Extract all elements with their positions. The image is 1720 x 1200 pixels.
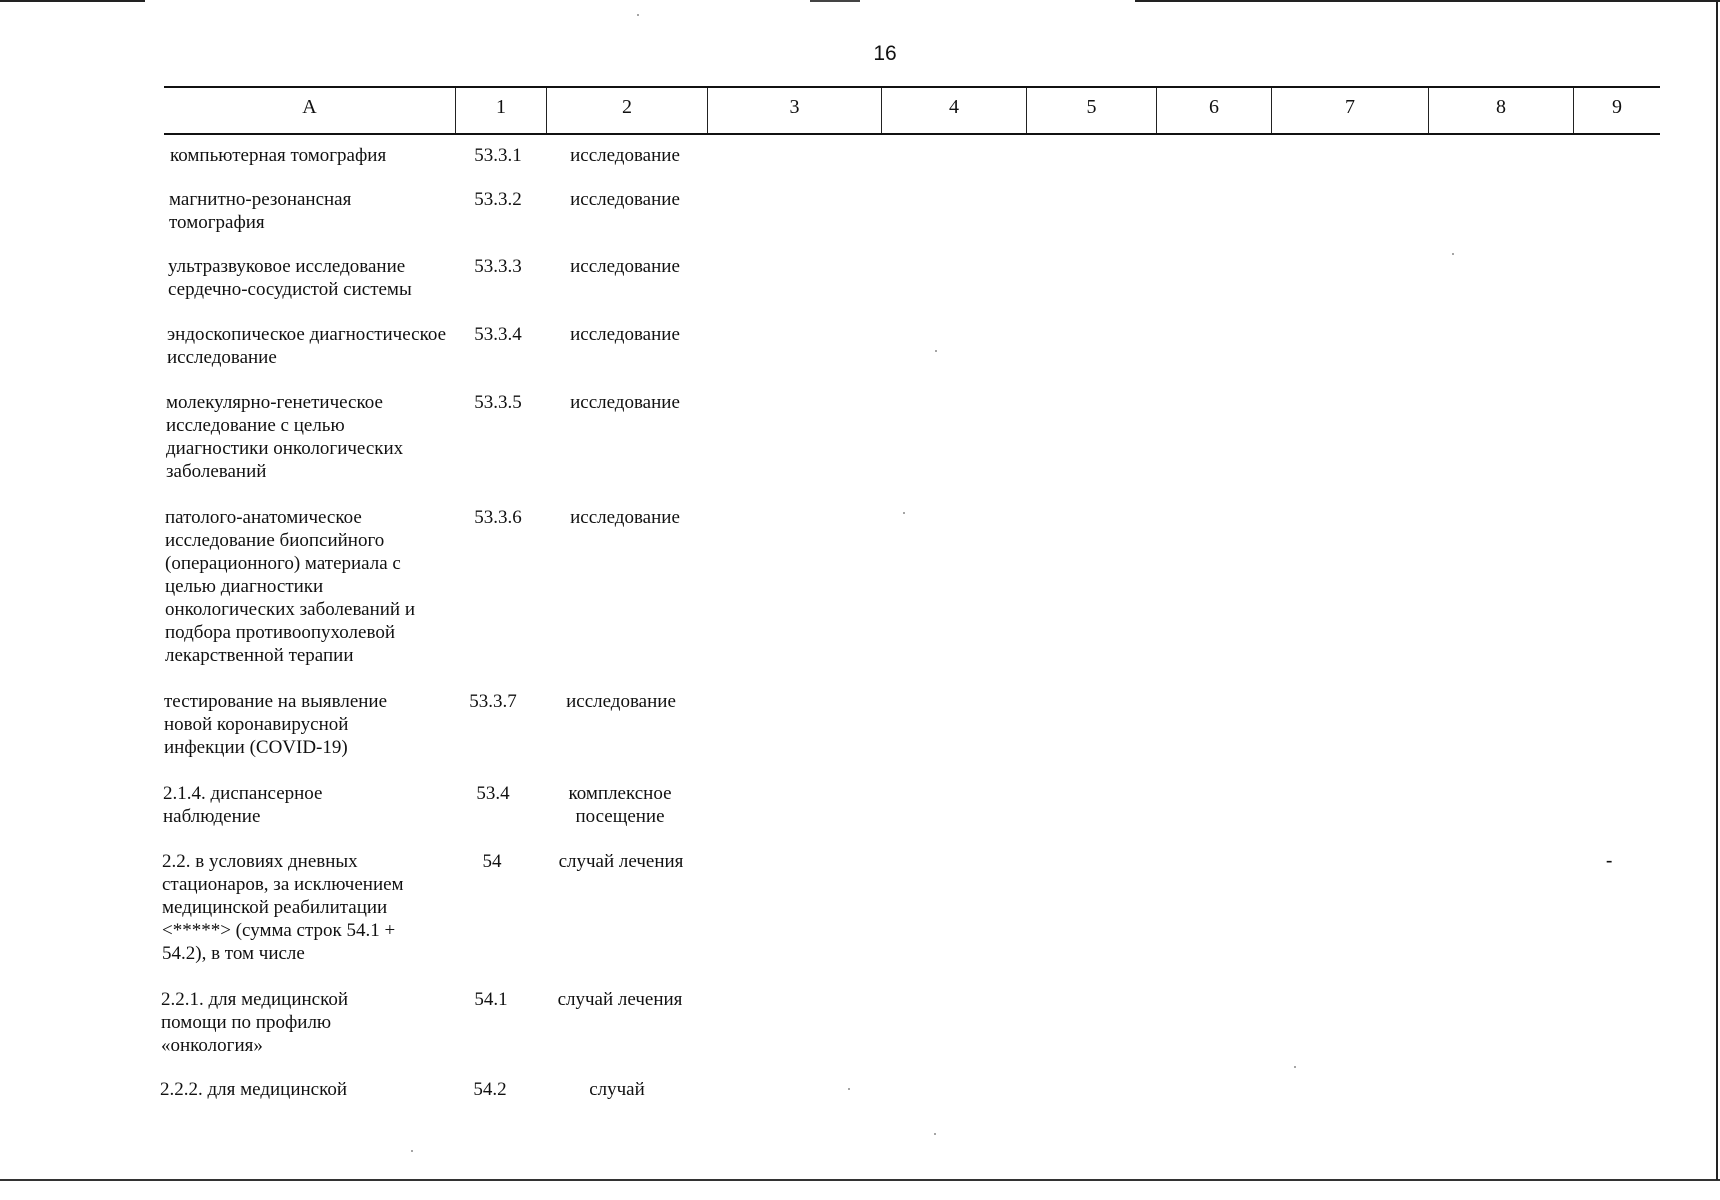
row-col9-value: - (1606, 850, 1613, 871)
header-col-2: 2 (622, 96, 632, 118)
row-name: компьютерная томография (170, 145, 387, 166)
scan-speck (848, 1088, 850, 1090)
row-code: 53.3.4 (474, 324, 522, 345)
row-code: 53.3.1 (474, 145, 522, 166)
scan-edge-top-mid (810, 0, 860, 2)
row-unit: исследование (570, 324, 680, 345)
row-name: тестирование на выявление новой коронавирусной инфекции (COVID-19) (164, 691, 388, 758)
row-name: ультразвуковое исследование сердечно-сосудистой системы (168, 256, 412, 300)
row-name: 2.2. в условиях дневных стационаров, за исключением медицинской реабилитации <*****> (сумма строк 54.1 + 54.2), в том числе (162, 851, 404, 964)
row-unit: исследование (570, 189, 680, 210)
header-col-9: 9 (1612, 96, 1622, 118)
row-code: 54 (482, 851, 502, 872)
row-code: 53.3.6 (474, 507, 522, 528)
scan-speck (1294, 1066, 1296, 1068)
header-col-8: 8 (1496, 96, 1506, 118)
row-unit: случай лечения (558, 851, 684, 872)
row-name: 2.2.1. для медицинской помощи по профилю «онкология» (161, 989, 349, 1056)
scan-edge-top-right (1135, 0, 1720, 2)
scan-edge-right (1716, 0, 1718, 1180)
row-code: 53.3.5 (474, 392, 522, 413)
scan-edge-top-left (0, 0, 145, 2)
row-name: 2.1.4. диспансерное наблюдение (163, 783, 323, 827)
row-code: 53.3.2 (474, 189, 522, 210)
header-border-top (164, 86, 1660, 88)
row-code: 54.1 (474, 989, 508, 1010)
scan-speck (411, 1150, 413, 1152)
scan-edge-bottom (0, 1179, 1720, 1181)
row-code: 53.4 (476, 783, 510, 804)
row-name: молекулярно-генетическое исследование с целью диагностики онкологических заболеваний (166, 392, 404, 482)
row-name: патолого-анатомическое исследование биопсийного (операционного) материала с целью диагностики онкологических заболеваний и подбора противоопухолевой лекарственной терапии (165, 507, 416, 666)
header-col-4: 4 (949, 96, 959, 118)
scan-speck (934, 1133, 936, 1135)
row-unit: случай лечения (557, 989, 683, 1010)
row-unit: исследование (570, 507, 680, 528)
row-name: магнитно-резонансная томография (169, 189, 352, 233)
row-unit: комплексное посещение (568, 783, 672, 827)
row-unit: случай (589, 1079, 645, 1100)
row-unit: исследование (570, 145, 680, 166)
header-col-3: 3 (789, 96, 800, 118)
scan-speck (637, 14, 639, 16)
header-col-6: 6 (1209, 96, 1219, 118)
row-unit: исследование (570, 392, 680, 413)
row-name: 2.2.2. для медицинской (160, 1079, 348, 1100)
header-col-a: А (302, 96, 317, 118)
header-border-bottom (164, 133, 1660, 135)
row-unit: исследование (570, 256, 680, 277)
row-name: эндоскопическое диагностическое исследование (167, 324, 447, 368)
page-number: 16 (873, 42, 897, 65)
scan-speck (903, 512, 905, 514)
row-unit: исследование (566, 691, 676, 712)
header-col-7: 7 (1345, 96, 1355, 118)
header-col-5: 5 (1086, 96, 1097, 118)
scan-speck (1452, 253, 1454, 255)
scan-speck (935, 350, 937, 352)
row-code: 53.3.7 (469, 691, 517, 712)
row-code: 54.2 (473, 1079, 507, 1100)
header-col-1: 1 (496, 96, 506, 118)
row-code: 53.3.3 (474, 256, 522, 277)
